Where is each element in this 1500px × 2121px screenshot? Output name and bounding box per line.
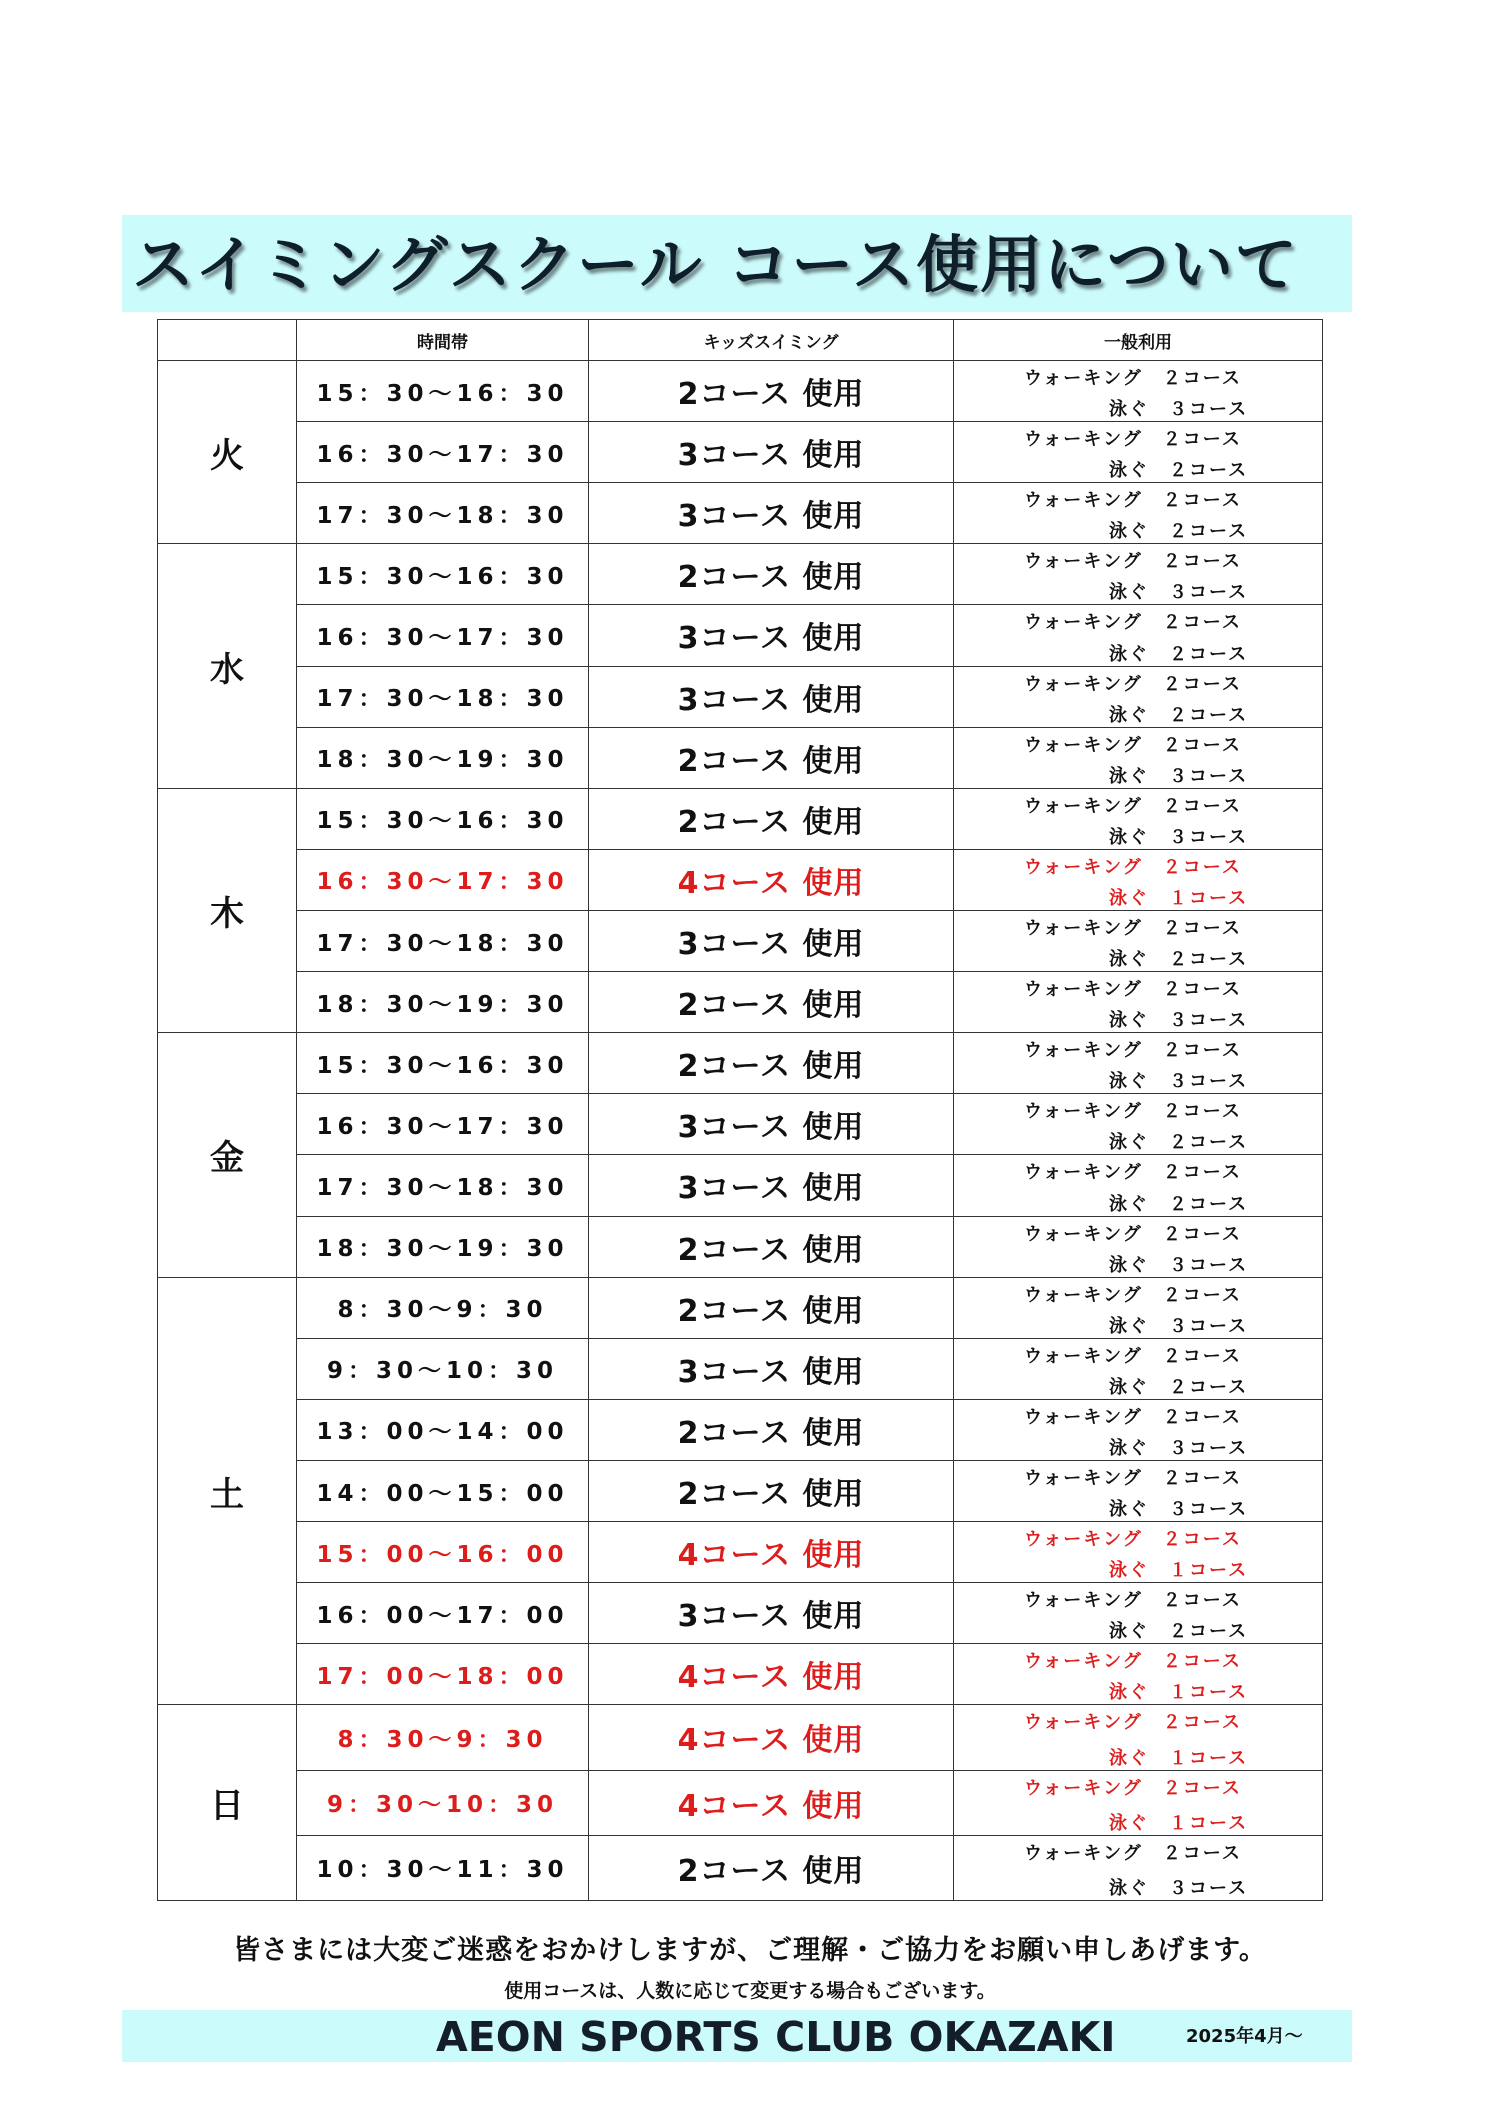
table-row [158, 544, 1323, 605]
table-row [158, 1835, 1323, 1900]
table-row [158, 1583, 1323, 1644]
walking-lanes: ウォーキング ２コース [1024, 368, 1242, 389]
walking-lanes: ウォーキング ２コース [1024, 1223, 1242, 1245]
kids-course-cell: 2コース 使用 [589, 1277, 954, 1338]
general-use-cell [954, 1644, 1323, 1705]
time-cell: 17：30～18：30 [297, 910, 589, 971]
time-cell: 9：30～10：30 [297, 1338, 589, 1399]
swimming-lanes: 泳ぐ ３コース [1109, 1437, 1249, 1459]
schedule-table [157, 319, 1323, 1901]
general-use-cell [954, 1460, 1323, 1521]
walking-lanes: ウォーキング ２コース [1024, 856, 1242, 878]
time-cell: 17：30～18：30 [297, 666, 589, 727]
swimming-lanes: 泳ぐ １コース [1109, 1682, 1249, 1704]
general-use-cell [954, 1155, 1323, 1216]
walking-lanes: ウォーキング ２コース [1024, 490, 1242, 512]
general-use-cell [954, 1522, 1323, 1583]
swimming-lanes: 泳ぐ １コース [1109, 887, 1249, 909]
general-use-cell [954, 1770, 1323, 1835]
table-row [158, 1155, 1323, 1216]
time-cell: 14：00～15：00 [297, 1460, 589, 1521]
swimming-lanes: 泳ぐ ３コース [1109, 1315, 1249, 1337]
table-row [158, 1399, 1323, 1460]
table-row [158, 1460, 1323, 1521]
general-use-cell [954, 422, 1323, 483]
time-cell: 16：00～17：00 [297, 1583, 589, 1644]
swimming-lanes: 泳ぐ ２コース [1109, 521, 1249, 543]
walking-lanes: ウォーキング ２コース [1024, 917, 1242, 939]
general-use-cell [954, 910, 1323, 971]
kids-course-cell: 3コース 使用 [589, 910, 954, 971]
kids-course-cell: 2コース 使用 [589, 727, 954, 788]
time-cell: 16：30～17：30 [297, 849, 589, 910]
general-use-cell [954, 666, 1323, 727]
schedule-body [158, 361, 1323, 1901]
swimming-lanes: 泳ぐ ２コース [1109, 1621, 1249, 1643]
header-general: 一般利用 [954, 320, 1323, 361]
kids-course-cell: 3コース 使用 [589, 422, 954, 483]
walking-lanes: ウォーキング ２コース [1024, 1284, 1242, 1306]
swimming-lanes: 泳ぐ ３コース [1109, 1010, 1249, 1032]
general-use-cell [954, 1033, 1323, 1094]
header-kids: キッズスイミング [589, 320, 954, 361]
table-row [158, 422, 1323, 483]
kids-course-cell: 3コース 使用 [589, 1338, 954, 1399]
swimming-lanes: 泳ぐ ２コース [1109, 1132, 1249, 1154]
table-row [158, 483, 1323, 544]
kids-course-cell: 2コース 使用 [589, 972, 954, 1033]
kids-course-cell: 3コース 使用 [589, 666, 954, 727]
table-row [158, 727, 1323, 788]
day-cell: 木 [158, 788, 297, 1032]
swimming-lanes: 泳ぐ １コース [1109, 1812, 1249, 1834]
general-use-cell [954, 972, 1323, 1033]
table-row [158, 1094, 1323, 1155]
walking-lanes: ウォーキング ２コース [1024, 1345, 1242, 1367]
swimming-lanes: 泳ぐ ３コース [1109, 1254, 1249, 1276]
general-use-cell [954, 727, 1323, 788]
day-cell: 火 [158, 361, 297, 544]
swimming-lanes: 泳ぐ ３コース [1109, 1499, 1249, 1521]
kids-course-cell: 2コース 使用 [589, 1835, 954, 1900]
walking-lanes: ウォーキング ２コース [1024, 979, 1242, 1001]
time-cell: 16：30～17：30 [297, 1094, 589, 1155]
walking-lanes: ウォーキング ２コース [1024, 1101, 1242, 1123]
header-time: 時間帯 [297, 320, 589, 361]
time-cell: 18：30～19：30 [297, 727, 589, 788]
kids-course-cell: 4コース 使用 [589, 1522, 954, 1583]
general-use-cell [954, 1835, 1323, 1900]
swimming-lanes: 泳ぐ ２コース [1109, 1376, 1249, 1398]
time-cell: 10：30～11：30 [297, 1835, 589, 1900]
general-use-cell [954, 788, 1323, 849]
time-cell: 15：00～16：00 [297, 1522, 589, 1583]
walking-lanes: ウォーキング ２コース [1024, 1590, 1242, 1612]
walking-lanes: ウォーキング ２コース [1024, 1842, 1242, 1864]
time-cell: 13：00～14：00 [297, 1399, 589, 1460]
kids-course-cell: 2コース 使用 [589, 1460, 954, 1521]
walking-lanes: ウォーキング ２コース [1024, 429, 1242, 451]
header-day [158, 320, 297, 361]
time-cell: 15：30～16：30 [297, 788, 589, 849]
general-use-cell [954, 1094, 1323, 1155]
time-cell: 17：30～18：30 [297, 483, 589, 544]
time-cell: 17：30～18：30 [297, 1155, 589, 1216]
walking-lanes: ウォーキング ２コース [1024, 1040, 1242, 1062]
walking-lanes: ウォーキング ２コース [1024, 795, 1242, 817]
walking-lanes: ウォーキング ２コース [1024, 1406, 1242, 1428]
table-row [158, 788, 1323, 849]
swimming-lanes: 泳ぐ ３コース [1109, 1878, 1249, 1899]
swimming-lanes: 泳ぐ ３コース [1109, 582, 1249, 604]
general-use-cell [954, 544, 1323, 605]
walking-lanes: ウォーキング ２コース [1024, 1712, 1242, 1734]
table-row [158, 1033, 1323, 1094]
table-row [158, 1338, 1323, 1399]
time-cell: 18：30～19：30 [297, 972, 589, 1033]
kids-course-cell: 3コース 使用 [589, 1155, 954, 1216]
table-row [158, 1644, 1323, 1705]
kids-course-cell: 3コース 使用 [589, 483, 954, 544]
table-row [158, 849, 1323, 910]
table-row [158, 1277, 1323, 1338]
swimming-lanes: 泳ぐ １コース [1109, 1560, 1249, 1582]
swimming-lanes: 泳ぐ ２コース [1109, 460, 1249, 482]
walking-lanes: ウォーキング ２コース [1024, 1162, 1242, 1184]
swimming-lanes: 泳ぐ ３コース [1109, 399, 1249, 421]
day-cell: 金 [158, 1033, 297, 1277]
swimming-lanes: 泳ぐ １コース [1109, 1747, 1249, 1769]
kids-course-cell: 3コース 使用 [589, 1094, 954, 1155]
time-cell: 8：30～9：30 [297, 1705, 589, 1770]
table-row [158, 1770, 1323, 1835]
kids-course-cell: 2コース 使用 [589, 1399, 954, 1460]
general-use-cell [954, 849, 1323, 910]
time-cell: 9：30～10：30 [297, 1770, 589, 1835]
time-cell: 8：30～9：30 [297, 1277, 589, 1338]
kids-course-cell: 4コース 使用 [589, 1644, 954, 1705]
page-title: スイミングスクール コース使用について [132, 228, 1299, 301]
walking-lanes: ウォーキング ２コース [1024, 673, 1242, 695]
general-use-cell [954, 1705, 1323, 1770]
day-cell: 水 [158, 544, 297, 788]
header-row [158, 320, 1323, 361]
kids-course-cell: 2コース 使用 [589, 361, 954, 422]
swimming-lanes: 泳ぐ ２コース [1109, 704, 1249, 726]
walking-lanes: ウォーキング ２コース [1024, 734, 1242, 756]
time-cell: 16：30～17：30 [297, 605, 589, 666]
general-use-cell [954, 1216, 1323, 1277]
table-row [158, 910, 1323, 971]
walking-lanes: ウォーキング ２コース [1024, 1467, 1242, 1489]
kids-course-cell: 2コース 使用 [589, 1216, 954, 1277]
table-row [158, 1522, 1323, 1583]
walking-lanes: ウォーキング ２コース [1024, 1651, 1242, 1673]
walking-lanes: ウォーキング ２コース [1024, 551, 1242, 573]
time-cell: 17：00～18：00 [297, 1644, 589, 1705]
change-notice: 使用コースは、人数に応じて変更する場合もございます。 [504, 1980, 996, 2002]
kids-course-cell: 2コース 使用 [589, 544, 954, 605]
kids-course-cell: 4コース 使用 [589, 1705, 954, 1770]
kids-course-cell: 3コース 使用 [589, 1583, 954, 1644]
swimming-lanes: 泳ぐ ３コース [1109, 765, 1249, 787]
kids-course-cell: 4コース 使用 [589, 1770, 954, 1835]
kids-course-cell: 2コース 使用 [589, 1033, 954, 1094]
swimming-lanes: 泳ぐ ２コース [1109, 643, 1249, 665]
time-cell: 16：30～17：30 [297, 422, 589, 483]
table-row [158, 361, 1323, 422]
swimming-lanes: 泳ぐ ３コース [1109, 1071, 1249, 1093]
table-row [158, 666, 1323, 727]
walking-lanes: ウォーキング ２コース [1024, 612, 1242, 634]
club-name: AEON SPORTS CLUB OKAZAKI [436, 2013, 1116, 2061]
day-cell: 日 [158, 1705, 297, 1901]
time-cell: 15：30～16：30 [297, 544, 589, 605]
general-use-cell [954, 1277, 1323, 1338]
walking-lanes: ウォーキング ２コース [1024, 1529, 1242, 1551]
walking-lanes: ウォーキング ２コース [1024, 1777, 1242, 1799]
general-use-cell [954, 1338, 1323, 1399]
swimming-lanes: 泳ぐ ３コース [1109, 826, 1249, 848]
kids-course-cell: 4コース 使用 [589, 849, 954, 910]
general-use-cell [954, 605, 1323, 666]
time-cell: 18：30～19：30 [297, 1216, 589, 1277]
kids-course-cell: 2コース 使用 [589, 788, 954, 849]
general-use-cell [954, 361, 1323, 422]
table-row [158, 605, 1323, 666]
day-cell: 土 [158, 1277, 297, 1705]
time-cell: 15：30～16：30 [297, 361, 589, 422]
general-use-cell [954, 1583, 1323, 1644]
effective-date: 2025年4月～ [1186, 2026, 1303, 2047]
time-cell: 15：30～16：30 [297, 1033, 589, 1094]
table-row [158, 1705, 1323, 1770]
apology-notice: 皆さまには大変ご迷惑をおかけしますが、ご理解・ご協力をお願い申しあげます。 [233, 1935, 1267, 1966]
table-row [158, 972, 1323, 1033]
general-use-cell [954, 1399, 1323, 1460]
kids-course-cell: 3コース 使用 [589, 605, 954, 666]
table-row [158, 1216, 1323, 1277]
swimming-lanes: 泳ぐ ２コース [1109, 1193, 1249, 1215]
general-use-cell [954, 483, 1323, 544]
swimming-lanes: 泳ぐ ２コース [1109, 949, 1249, 971]
